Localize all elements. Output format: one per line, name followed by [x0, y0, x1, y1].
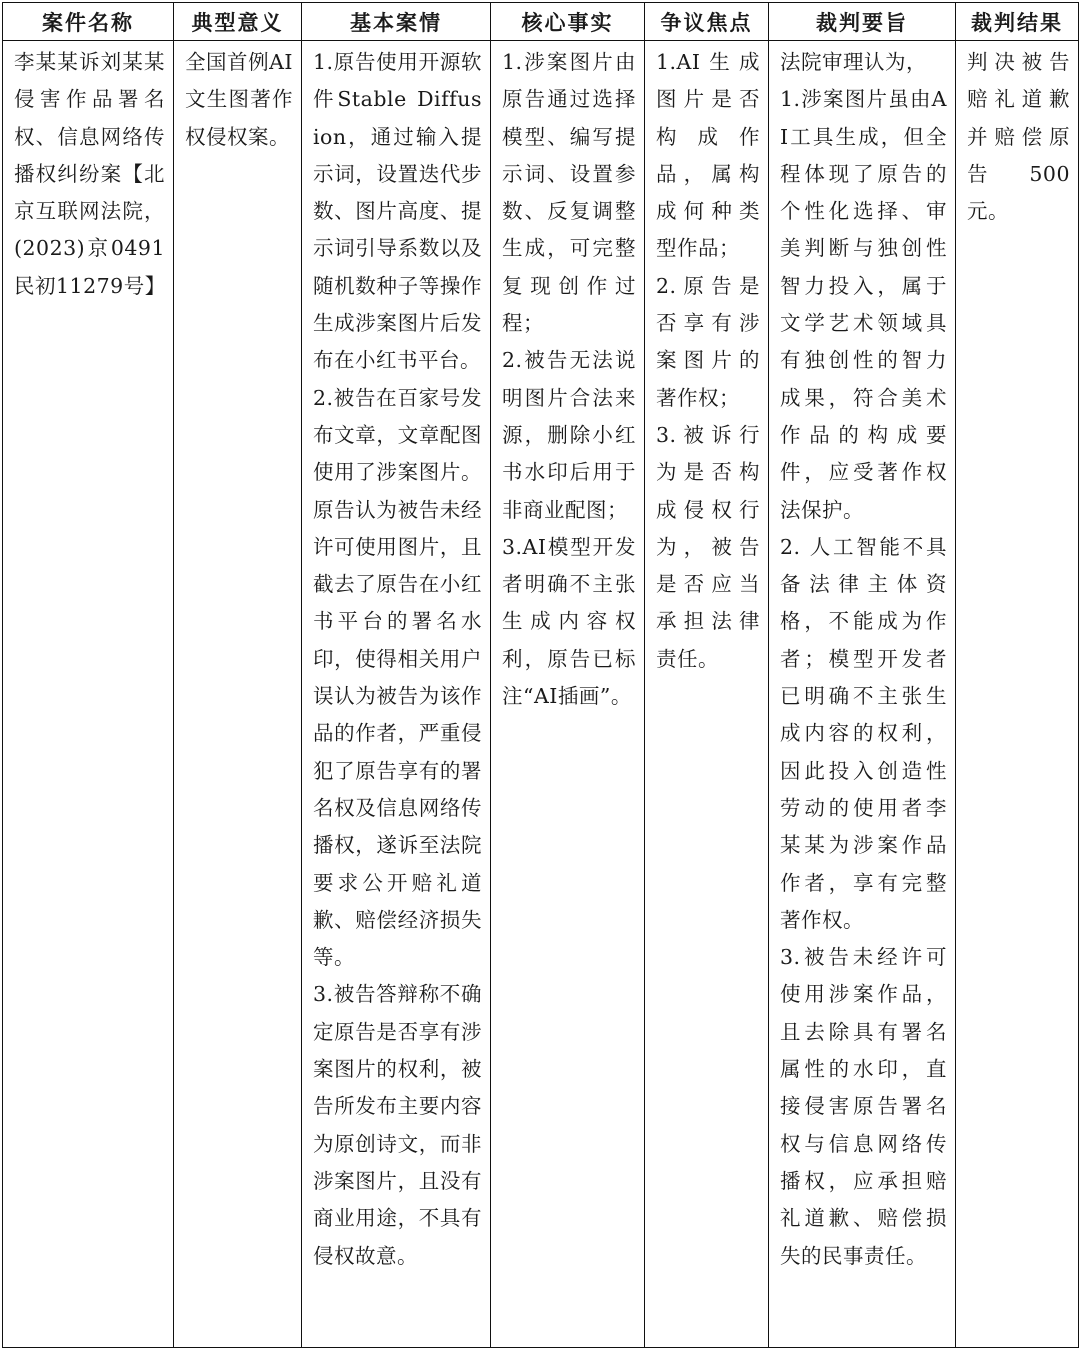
significance-text: 全国首例AI文生图著作权侵权案。	[185, 50, 293, 149]
header-disputes: 争议焦点	[645, 3, 769, 41]
holding-paragraph: 法院审理认为，	[780, 50, 927, 74]
cell-case-name	[3, 41, 174, 1348]
case-name-text: 李某某诉刘某某侵害作品署名权、信息网络传播权纠纷案【北京互联网法院，(2023)京0491民初11279号】	[14, 50, 166, 298]
basic-facts-paragraph: 2.被告在百家号发布文章，文章配图使用了涉案图片。原告认为被告未经许可使用图片，且截去了原告在小红书平台的署名水印，使得相关用户误认为被告为该作品的作者，严重侵犯了原告享有的署名权及信息网络传播权，遂诉至法院要求公开赔礼道歉、赔偿经济损失等。	[313, 385, 482, 970]
header-row	[3, 3, 1079, 41]
core-facts-paragraph: 3.AI模型开发者明确不主张生成内容权利，原告已标注“AI插画”。	[502, 534, 636, 709]
disputes-paragraph: 3.被诉行为是否构成侵权行为，被告是否应当承担法律责任。	[656, 422, 760, 671]
cell-disputes	[645, 41, 769, 1348]
header-core-facts: 核心事实	[491, 3, 645, 41]
header-significance: 典型意义	[174, 3, 302, 41]
cell-significance	[174, 41, 302, 1348]
basic-facts-paragraph: 1.原告使用开源软件Stable Diffusion，通过输入提示词，设置迭代步数、图片高度、提示词引导系数以及随机数种子等操作生成涉案图片后发布在小红书平台。	[313, 50, 482, 373]
header-result: 裁判结果	[956, 3, 1079, 41]
core-facts-paragraph: 1.涉案图片由原告通过选择模型、编写提示词、设置参数、反复调整生成，可完整复现创作过程；	[502, 50, 636, 336]
holding-paragraph: 1.涉案图片虽由AI工具生成，但全程体现了原告的个性化选择、审美判断与独创性智力投入，属于文学艺术领域具有独创性的智力成果，符合美术作品的构成要件，应受著作权法保护。	[780, 87, 947, 522]
result-text: 判决被告赔礼道歉并赔偿原告500元。	[967, 50, 1070, 224]
cell-core-facts	[491, 41, 645, 1348]
header-holding: 裁判要旨	[769, 3, 956, 41]
case-table	[2, 2, 1079, 1348]
header-case-name: 案件名称	[3, 3, 174, 41]
holding-paragraph: 2. 人工智能不具备法律主体资格，不能成为作者；模型开发者已明确不主张生成内容的权利，因此投入创造性劳动的使用者李某某为涉案作品作者，享有完整著作权。	[780, 534, 947, 932]
core-facts-paragraph: 2.被告无法说明图片合法来源，删除小红书水印后用于非商业配图；	[502, 348, 636, 522]
holding-paragraph: 3.被告未经许可使用涉案作品，且去除具有署名属性的水印，直接侵害原告署名权与信息网络传播权，应承担赔礼道歉、赔偿损失的民事责任。	[780, 945, 947, 1268]
cell-result	[956, 41, 1079, 1348]
disputes-paragraph: 2.原告是否享有涉案图片的著作权；	[656, 273, 760, 410]
cell-basic-facts	[302, 41, 491, 1348]
header-basic-facts: 基本案情	[302, 3, 491, 41]
cell-holding	[769, 41, 956, 1348]
table-row	[3, 41, 1079, 1348]
basic-facts-paragraph: 3.被告答辩称不确定原告是否享有涉案图片的权利，被告所发布主要内容为原创诗文，而非涉案图片，且没有商业用途，不具有侵权故意。	[313, 982, 482, 1268]
disputes-paragraph: 1.AI生成图片是否构成作品，属构成何种类型作品；	[656, 50, 760, 261]
